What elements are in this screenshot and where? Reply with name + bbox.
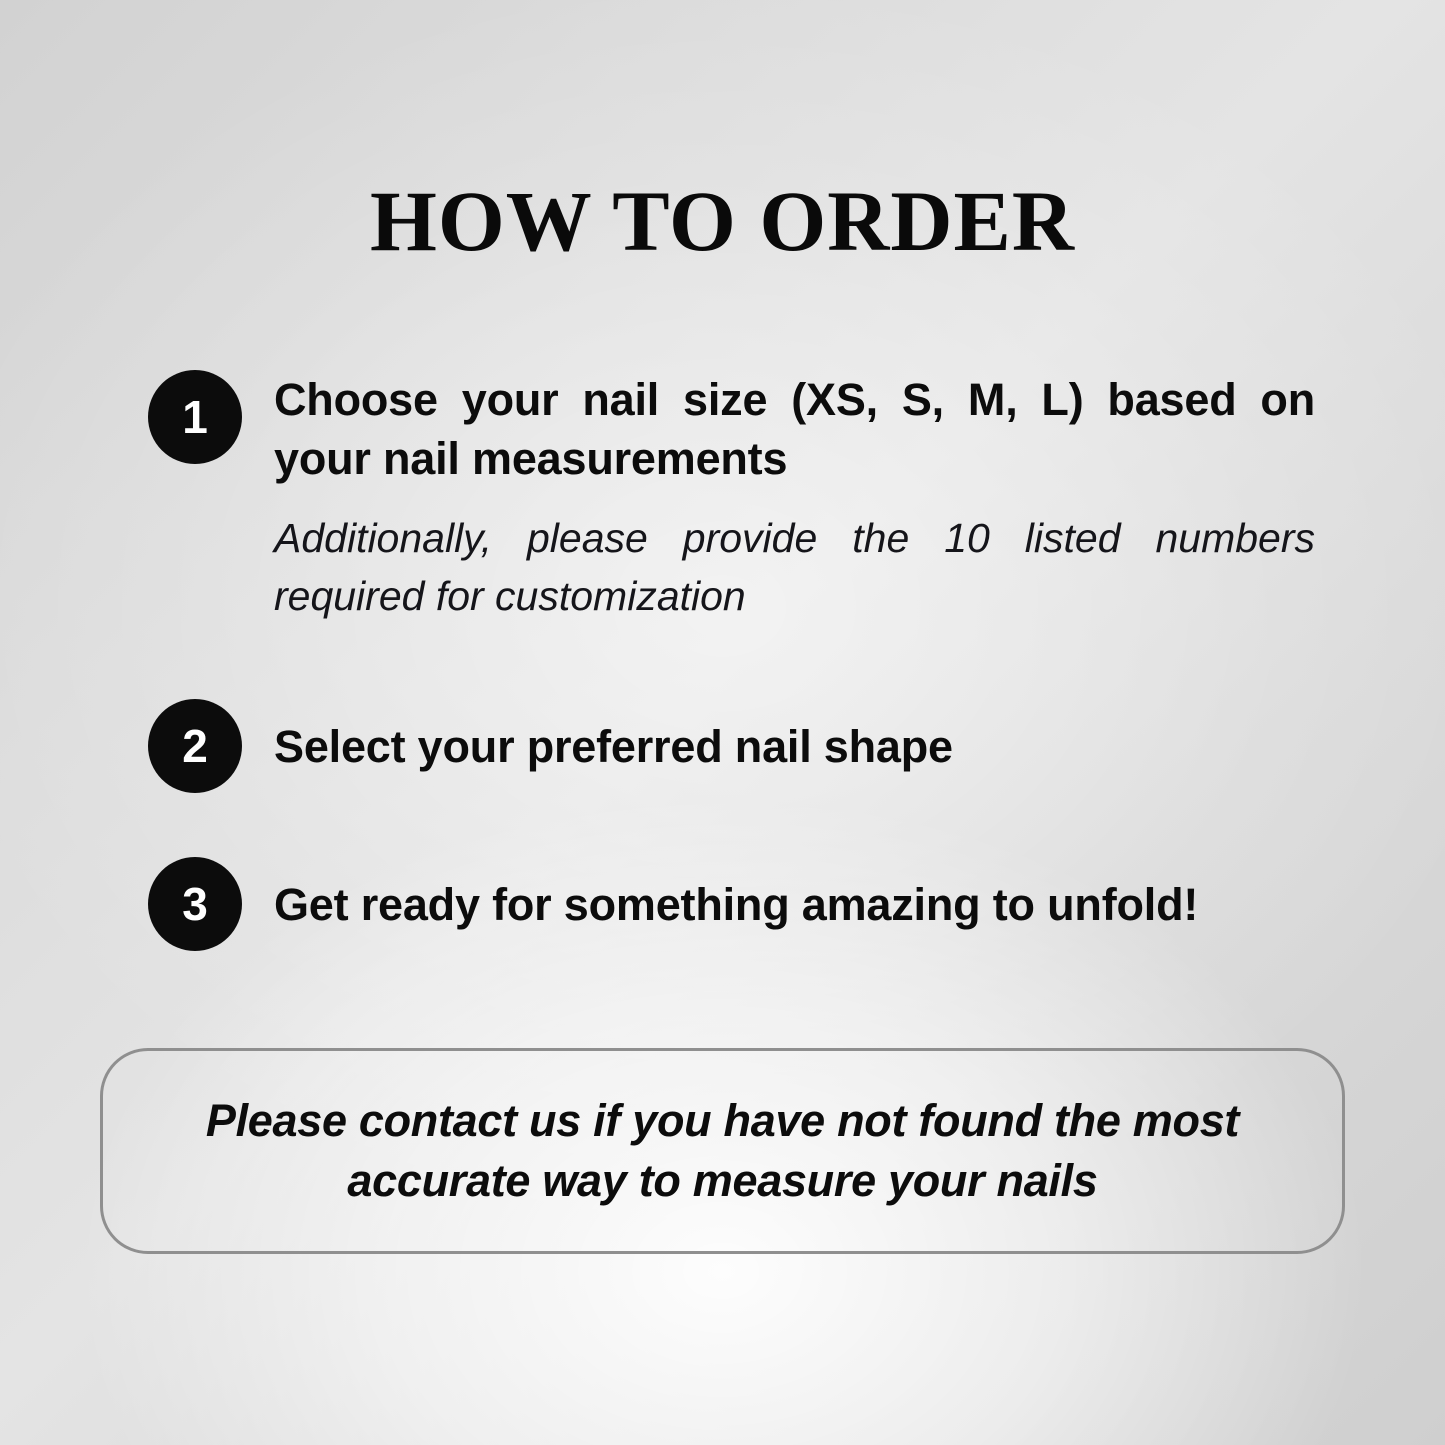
list-item: [148, 370, 1315, 625]
step-number-badge: 2: [148, 699, 242, 793]
step-title: Select your preferred nail shape: [274, 721, 953, 773]
step-note: Additionally, please provide the 10 listed numbers required for customization: [274, 514, 1315, 619]
contact-callout-text: Please contact us if you have not found the most accurate way to measure your nails: [205, 1094, 1240, 1206]
step-body: [274, 857, 1315, 934]
steps-list: [148, 370, 1315, 953]
step-number-badge: 1: [148, 370, 242, 464]
step-number-badge: 3: [148, 857, 242, 951]
page-title: HOW TO ORDER: [370, 173, 1075, 269]
step-body: [274, 699, 1315, 776]
list-item: [148, 699, 1315, 795]
step-title: Get ready for something amazing to unfold!: [274, 879, 1199, 931]
contact-callout-box: [100, 1048, 1345, 1254]
list-item: [148, 857, 1315, 953]
step-body: [274, 370, 1315, 625]
step-title: Choose your nail size (XS, S, M, L) based on your nail measurements: [274, 374, 1315, 485]
